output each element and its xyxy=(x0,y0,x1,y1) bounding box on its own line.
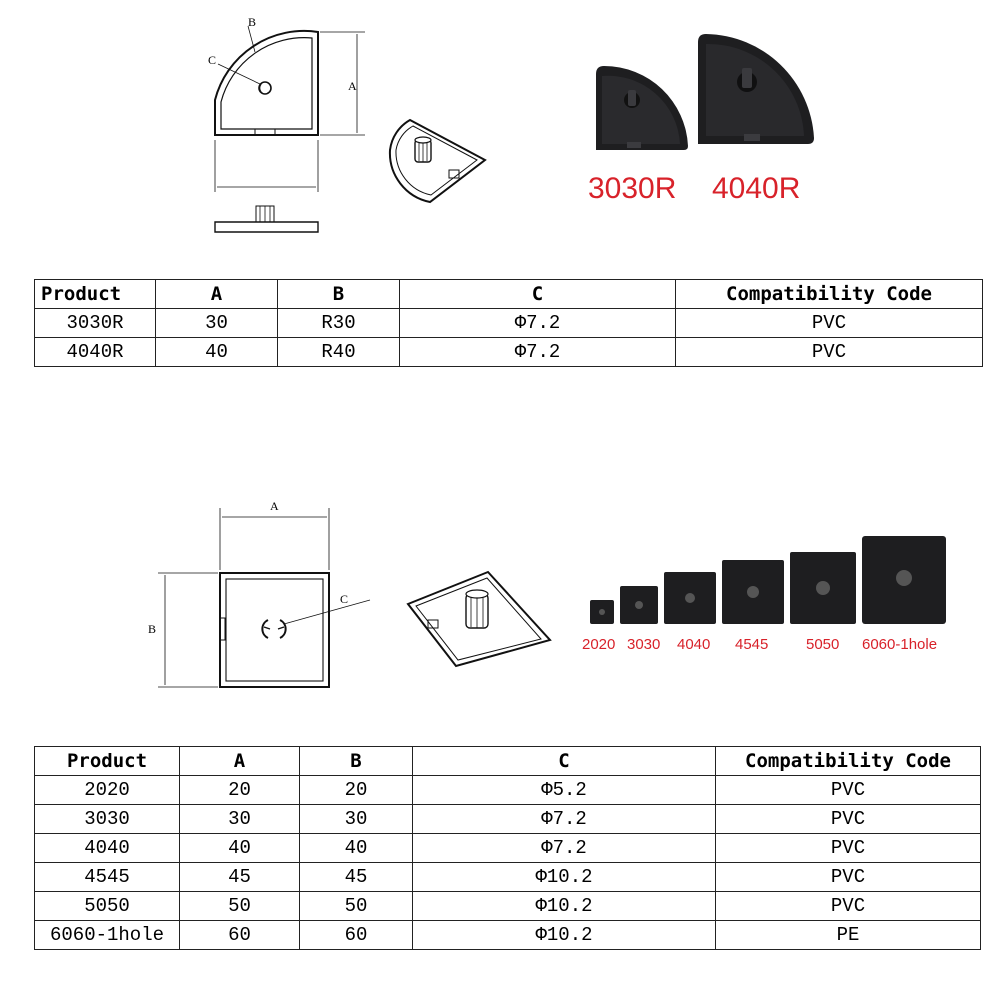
cell-a: 60 xyxy=(180,921,300,950)
cell-b: 45 xyxy=(300,863,413,892)
cap-4040r-photo xyxy=(692,30,818,150)
cell-c: Φ10.2 xyxy=(413,892,716,921)
cell-product: 4040R xyxy=(35,338,156,367)
photo-label-6060-1hole: 6060-1hole xyxy=(862,636,938,653)
cell-b: 50 xyxy=(300,892,413,921)
header-b: B xyxy=(278,280,400,309)
square-cap-spec-table xyxy=(34,746,981,950)
cell-c: Φ7.2 xyxy=(400,338,676,367)
cell-compatibility: PVC xyxy=(676,309,983,338)
table-row xyxy=(35,805,981,834)
quarter-cap-spec-table xyxy=(34,279,983,367)
header-product: Product xyxy=(35,280,156,309)
photo-label-4545: 4545 xyxy=(735,636,769,653)
cell-b: 30 xyxy=(300,805,413,834)
cell-c: Φ7.2 xyxy=(413,805,716,834)
photo-label-5050: 5050 xyxy=(806,636,840,653)
square-cap-technical-drawing xyxy=(140,490,380,700)
cell-a: 20 xyxy=(180,776,300,805)
cell-product: 5050 xyxy=(35,892,180,921)
photo-label-3030r: 3030R xyxy=(588,172,677,205)
cell-a: 30 xyxy=(180,805,300,834)
photo-label-2020: 2020 xyxy=(582,636,616,653)
dim-c-label: C xyxy=(340,592,349,606)
cell-c: Φ7.2 xyxy=(413,834,716,863)
cell-compatibility: PVC xyxy=(716,834,981,863)
cell-b: R30 xyxy=(278,309,400,338)
cell-a: 40 xyxy=(156,338,278,367)
cell-b: 20 xyxy=(300,776,413,805)
table-row xyxy=(35,338,983,367)
cell-compatibility: PVC xyxy=(676,338,983,367)
header-compatibility-code: Compatibility Code xyxy=(716,747,981,776)
photo-label-3030: 3030 xyxy=(627,636,661,653)
header-a: A xyxy=(180,747,300,776)
cell-c: Φ5.2 xyxy=(413,776,716,805)
cell-compatibility: PE xyxy=(716,921,981,950)
cell-product: 3030R xyxy=(35,309,156,338)
photo-label-4040: 4040 xyxy=(677,636,711,653)
quarter-cap-isometric-drawing xyxy=(385,110,495,210)
cell-b: 40 xyxy=(300,834,413,863)
cell-product: 3030 xyxy=(35,805,180,834)
cell-c: Φ10.2 xyxy=(413,921,716,950)
header-c: C xyxy=(413,747,716,776)
cell-c: Φ10.2 xyxy=(413,863,716,892)
cell-a: 50 xyxy=(180,892,300,921)
photo-label-4040r: 4040R xyxy=(712,172,801,205)
cell-product: 6060-1hole xyxy=(35,921,180,950)
dim-b-label: B xyxy=(248,15,257,29)
cell-a: 40 xyxy=(180,834,300,863)
table-header-row xyxy=(35,280,983,309)
table-row xyxy=(35,776,981,805)
cell-compatibility: PVC xyxy=(716,892,981,921)
cap-3030r-photo xyxy=(592,62,692,154)
square-cap-isometric-drawing xyxy=(400,560,560,670)
cell-b: 60 xyxy=(300,921,413,950)
cell-product: 4545 xyxy=(35,863,180,892)
table-row xyxy=(35,892,981,921)
table-row xyxy=(35,309,983,338)
quarter-cap-technical-drawing xyxy=(190,10,380,245)
table-row xyxy=(35,921,981,950)
cell-a: 30 xyxy=(156,309,278,338)
dim-a-label: A xyxy=(270,499,279,513)
header-a: A xyxy=(156,280,278,309)
cell-compatibility: PVC xyxy=(716,776,981,805)
cell-product: 4040 xyxy=(35,834,180,863)
table-row xyxy=(35,834,981,863)
cell-product: 2020 xyxy=(35,776,180,805)
cell-compatibility: PVC xyxy=(716,863,981,892)
square-caps-photo-row xyxy=(580,530,950,630)
header-product: Product xyxy=(35,747,180,776)
dim-b-label: B xyxy=(148,622,157,636)
table-row xyxy=(35,863,981,892)
header-compatibility-code: Compatibility Code xyxy=(676,280,983,309)
dim-c-label: C xyxy=(208,53,217,67)
cell-compatibility: PVC xyxy=(716,805,981,834)
cell-c: Φ7.2 xyxy=(400,309,676,338)
table-header-row xyxy=(35,747,981,776)
dim-a-label: A xyxy=(348,79,357,93)
cell-a: 45 xyxy=(180,863,300,892)
header-c: C xyxy=(400,280,676,309)
cell-b: R40 xyxy=(278,338,400,367)
header-b: B xyxy=(300,747,413,776)
